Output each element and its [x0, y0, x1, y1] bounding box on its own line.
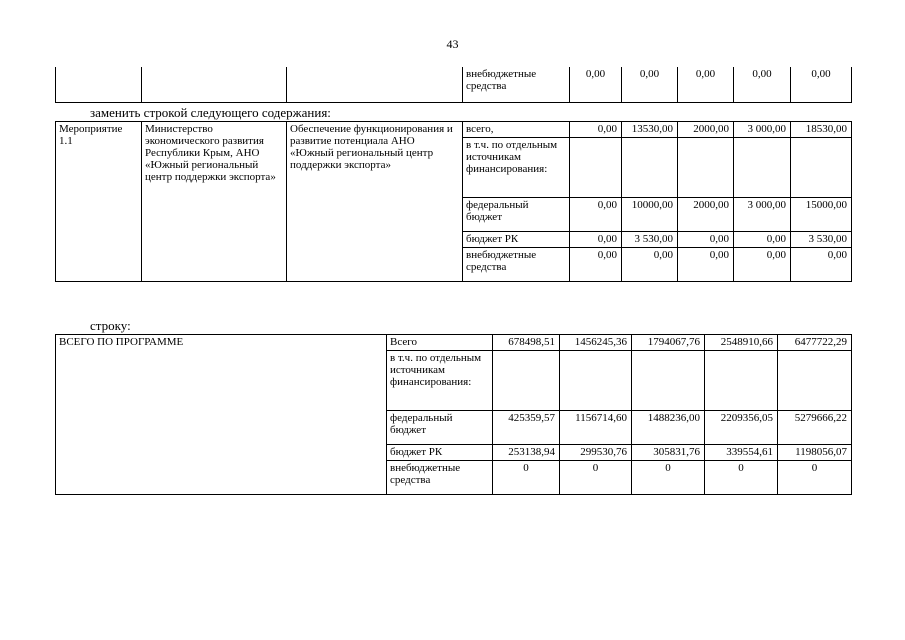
- value-cell: 3 530,00: [622, 232, 678, 248]
- value-cell: 1198056,07: [778, 445, 852, 461]
- table-cell: [142, 67, 287, 102]
- table-row: [56, 335, 852, 351]
- value-cell: [632, 351, 705, 411]
- value-cell: [678, 138, 734, 198]
- value-cell: 0,00: [678, 67, 734, 102]
- funding-source-cell: федеральный бюджет: [387, 411, 493, 445]
- measure-name-cell: Мероприятие 1.1: [56, 122, 142, 282]
- value-cell: 0,00: [622, 248, 678, 282]
- value-cell: 425359,57: [493, 411, 560, 445]
- table-row: [56, 122, 852, 138]
- value-cell: 0,00: [570, 122, 622, 138]
- value-cell: 1488236,00: [632, 411, 705, 445]
- value-cell: 3 000,00: [734, 198, 791, 232]
- value-cell: 0: [778, 461, 852, 495]
- value-cell: 0,00: [734, 248, 791, 282]
- value-cell: 2209356,05: [705, 411, 778, 445]
- funding-source-cell: федеральный бюджет: [463, 198, 570, 232]
- value-cell: 1156714,60: [560, 411, 632, 445]
- value-cell: 305831,76: [632, 445, 705, 461]
- value-cell: 2000,00: [678, 198, 734, 232]
- value-cell: 1794067,76: [632, 335, 705, 351]
- funding-source-cell: Всего: [387, 335, 493, 351]
- value-cell: 0: [705, 461, 778, 495]
- measure-table: [55, 121, 852, 282]
- value-cell: 6477722,29: [778, 335, 852, 351]
- funding-source-cell: внебюджетные средства: [463, 248, 570, 282]
- value-cell: 0: [493, 461, 560, 495]
- value-cell: 0,00: [678, 248, 734, 282]
- value-cell: 0,00: [734, 232, 791, 248]
- value-cell: 13530,00: [622, 122, 678, 138]
- value-cell: 0,00: [570, 248, 622, 282]
- value-cell: 0,00: [622, 67, 678, 102]
- value-cell: 0: [560, 461, 632, 495]
- row-heading: строку:: [90, 318, 131, 333]
- value-cell: 0: [632, 461, 705, 495]
- description-cell: Обеспечение функционирования и развитие потенциала АНО «Южный региональный центр поддержки экспорта»: [287, 122, 463, 282]
- program-label-cell: ВСЕГО ПО ПРОГРАММЕ: [56, 335, 387, 495]
- value-cell: 0,00: [570, 198, 622, 232]
- value-cell: 299530,76: [560, 445, 632, 461]
- executor-cell: Министерство экономического развития Республики Крым, АНО «Южный региональный центр поддержки экспорта»: [142, 122, 287, 282]
- funding-source-cell: всего,: [463, 122, 570, 138]
- value-cell: 0,00: [791, 67, 852, 102]
- value-cell: 5279666,22: [778, 411, 852, 445]
- value-cell: [570, 138, 622, 198]
- page-number: 43: [446, 37, 459, 51]
- value-cell: 339554,61: [705, 445, 778, 461]
- value-cell: 0,00: [570, 67, 622, 102]
- table-row: [56, 67, 852, 102]
- funding-source-cell: бюджет РК: [387, 445, 493, 461]
- funding-source-cell: внебюджетные средства: [387, 461, 493, 495]
- value-cell: 0,00: [791, 248, 852, 282]
- value-cell: 1456245,36: [560, 335, 632, 351]
- replace-heading: заменить строкой следующего содержания:: [90, 105, 331, 120]
- value-cell: 18530,00: [791, 122, 852, 138]
- value-cell: [560, 351, 632, 411]
- value-cell: [791, 138, 852, 198]
- value-cell: [734, 138, 791, 198]
- value-cell: 15000,00: [791, 198, 852, 232]
- funding-source-cell: в т.ч. по отдельным источникам финансирования:: [463, 138, 570, 198]
- funding-source-cell: в т.ч. по отдельным источникам финансирования:: [387, 351, 493, 411]
- value-cell: [705, 351, 778, 411]
- value-cell: 2548910,66: [705, 335, 778, 351]
- value-cell: [493, 351, 560, 411]
- top-fragment-table: [55, 67, 852, 103]
- value-cell: 3 530,00: [791, 232, 852, 248]
- value-cell: 2000,00: [678, 122, 734, 138]
- funding-source-cell: бюджет РК: [463, 232, 570, 248]
- value-cell: 0,00: [734, 67, 791, 102]
- value-cell: [778, 351, 852, 411]
- value-cell: 3 000,00: [734, 122, 791, 138]
- table-cell: [56, 67, 142, 102]
- value-cell: 678498,51: [493, 335, 560, 351]
- value-cell: 253138,94: [493, 445, 560, 461]
- value-cell: 0,00: [570, 232, 622, 248]
- value-cell: [622, 138, 678, 198]
- funding-source-cell: внебюджетные средства: [463, 67, 570, 102]
- value-cell: 10000,00: [622, 198, 678, 232]
- table-cell: [287, 67, 463, 102]
- program-total-table: [55, 334, 852, 495]
- value-cell: 0,00: [678, 232, 734, 248]
